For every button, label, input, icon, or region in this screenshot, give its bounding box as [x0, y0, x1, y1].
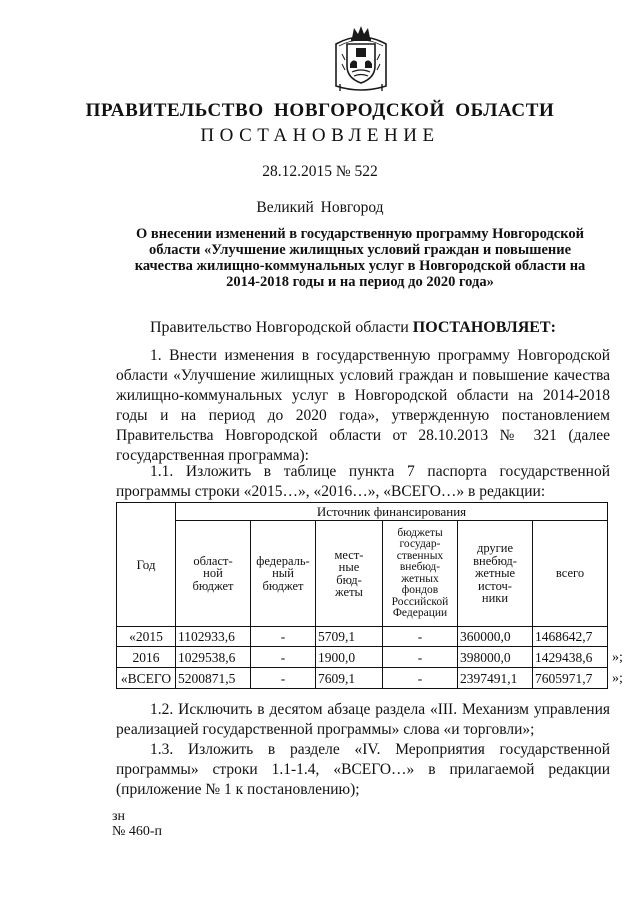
- decree-word: ПОСТАНОВЛЯЕТ:: [412, 319, 556, 336]
- coat-of-arms-icon: [332, 24, 390, 94]
- footer-registration: [112, 809, 162, 839]
- document-heading: О внесении изменений в государственную программу Новгородской области «Улучшение жилищных условий граждан и повышение качества жилищно-коммунальных услуг в Новгородской области на 2014-2018 годы и на период до 2020 года»: [134, 226, 586, 290]
- row-tail: [608, 627, 626, 647]
- decree-sentence: [150, 318, 620, 338]
- paragraph-1-3: 1.3. Изложить в разделе «IV. Мероприятия государственной программы» строки 1.1-1.4, «ВСЕГО…» в прилагаемой редакции (приложение № 1 к постановлению);: [116, 741, 610, 798]
- row-federal: -: [251, 627, 316, 647]
- table-header-regional: област- ной бюджет: [176, 521, 251, 627]
- row-regional: 1029538,6: [176, 647, 251, 668]
- row-tail: »;: [612, 649, 623, 665]
- table-header-federal: федераль- ный бюджет: [251, 521, 316, 627]
- paragraph-1-1: 1.1. Изложить в таблице пункта 7 паспорта государственной программы строки «2015…», «2016…», «ВСЕГО…» в редакции:: [116, 463, 610, 500]
- row-funds: -: [383, 647, 458, 668]
- row-local: 1900,0: [316, 647, 383, 668]
- row-total: 1429438,6: [533, 647, 608, 668]
- row-other: 398000,0: [458, 647, 533, 668]
- document-type: ПОСТАНОВЛЕНИЕ: [200, 125, 440, 146]
- row-federal: -: [251, 668, 316, 689]
- table-header-other: другие внебюд- жетные источ- ники: [458, 521, 533, 627]
- row-funds: -: [383, 668, 458, 689]
- decree-prefix: Правительство Новгородской области: [150, 319, 413, 336]
- table-row: [117, 647, 626, 668]
- row-local: 7609,1: [316, 668, 383, 689]
- table-header-local: мест- ные бюд- жеты: [316, 521, 383, 627]
- row-funds: -: [383, 627, 458, 647]
- row-tail: »;: [612, 670, 623, 686]
- table-row: [117, 627, 626, 647]
- footer-initials: зн: [112, 809, 126, 824]
- footer-number: № 460-п: [112, 824, 163, 839]
- row-total: 1468642,7: [533, 627, 608, 647]
- table-header-total: всего: [533, 521, 608, 627]
- row-other: 2397491,1: [458, 668, 533, 689]
- document-date-number: 28.12.2015 № 522: [262, 163, 378, 180]
- row-year: 2016: [117, 647, 176, 668]
- row-total: 7605971,7: [533, 668, 608, 689]
- row-federal: -: [251, 647, 316, 668]
- row-regional: 1102933,6: [176, 627, 251, 647]
- paragraph-1-2: 1.2. Исключить в десятом абзаце раздела «III. Механизм управления реализацией государственной программы» слова «и торговли»;: [116, 701, 610, 738]
- row-regional: 5200871,5: [176, 668, 251, 689]
- table-header-year: Год: [117, 503, 176, 627]
- financing-table: [116, 502, 626, 689]
- document-city: Великий Новгород: [256, 199, 384, 216]
- row-year: «2015: [117, 627, 176, 647]
- row-year: «ВСЕГО: [117, 668, 176, 689]
- paragraph-1: 1. Внести изменения в государственную программу Новгородской области «Улучшение жилищных условий граждан и повышение качества жилищно-коммунальных услуг в Новгородской области на 2014-2018 годы и на период до 2020 года», утвержденную постановлением Правительства Новгородской области от 28.10.2013 № 321 (далее государственная программа):: [116, 347, 610, 464]
- row-local: 5709,1: [316, 627, 383, 647]
- row-other: 360000,0: [458, 627, 533, 647]
- organization-title: ПРАВИТЕЛЬСТВО НОВГОРОДСКОЙ ОБЛАСТИ: [85, 100, 555, 121]
- table-header-group: Источник финансирования: [176, 503, 608, 521]
- table-row: [117, 668, 626, 689]
- table-header-funds: бюджеты государ- ственных внебюд- жетных фондов Российской Федерации: [383, 521, 458, 627]
